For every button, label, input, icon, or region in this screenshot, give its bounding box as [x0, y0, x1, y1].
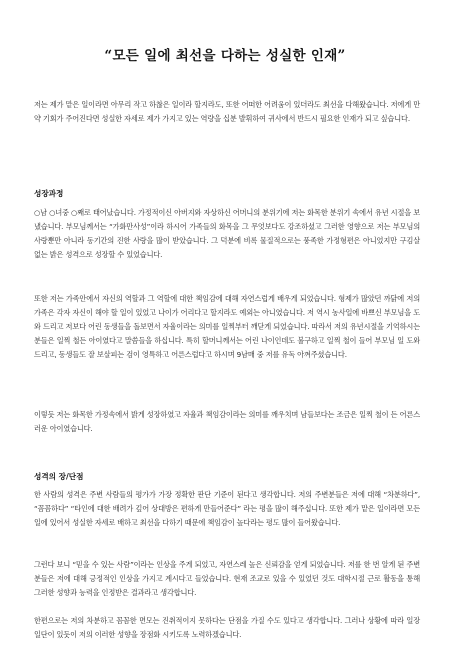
document-title: “모든 일에 최선을 다하는 성실한 인재” [104, 48, 346, 64]
personality-paragraph-1: 한 사람의 성격은 주변 사람들의 평가가 가장 정확한 판단 기준이 된다고 생각합니다. 저의 주변분들은 저에 대해 “차분하다”, “꼼꼼하다” “타인에 대한 배려가 깊어 상대방은 편하게 만들어준다” 라는 평을 많이 해주십니다. 또한 제가 맡은 일이라면 모든 일에 있어서 성실한 자세로 배하고 최선을 다하기 때문에 책임감이 높다라는 평도 많이 들어왔습니다. [34, 490, 420, 527]
growth-paragraph-3: 이렇듯 저는 화목한 가정속에서 밝게 성장하였고 자율과 책임감이라는 의미를 깨우치며 남들보다는 조금은 일찍 철이 든 어른스러운 아이였습니다. [34, 410, 420, 433]
personality-paragraph-3: 한편으로는 저의 차분하고 꼼꼼한 면모는 진취적이지 못하다는 단점을 가질 수도 있다고 생각합니다. 그러나 상황에 따라 일장일단이 있듯이 저의 이러한 성향을 장점화 시키도록 노력하겠습니다. [34, 616, 420, 639]
growth-paragraph-2: 또한 저는 가족안에서 자신의 역할과 그 역할에 대한 책임감에 대해 자연스럽게 배우게 되었습니다. 형제가 많았던 까닭에 저의 가족은 각자 자신이 해야 할 일이 있었고 나이가 어리다고 할지라도 예외는 아니였습니다. 저 역시 농사일에 바쁘신 부모님을 도와 드리고 저보다 어린 동생들을 돌보면서 자율이라는 의미를 일찍부터 깨닫게 되었습니다. 따라서 저의 유년시절을 기억하시는 분들은 일찍 철든 아이였다고 말씀들을 하십니다. 특히 할머니께서는 어린 나이인데도 불구하고 일찍 철이 들어 부모님 일 도와 드리고, 동생들도 잘 보살피는 검이 영특하고 어른스럽다고 하시며 9남매 중 저를 유독 아껴주셨습니다. [34, 294, 420, 359]
section-heading-personality: 성격의 장/단점 [34, 472, 84, 481]
growth-paragraph-1: ○남 ○녀중 ○째로 태어났습니다. 가정적이신 아버지와 자상하신 어머니의 분위기에 저는 화목한 분위기 속에서 유년 시절을 보냈습니다. 부모님께서는 “가화만사성”이라 하시어 가족들의 화목을 그 무엇보다도 강조하셨고 그러한 영향으로 저는 부모님의 사랑뿐만 아니라 동기간의 진한 사랑을 많이 받았습니다. 그 덕분에 비록 물질적으로는 풍족한 가정형편은 아니었지만 구김살 없는 밝은 성격으로 성장할 수 있었습니다. [34, 208, 420, 259]
section-heading-growth: 성장과정 [34, 189, 64, 198]
intro-paragraph: 저는 제가 맡은 일이라면 아무리 작고 하찮은 일이라 할지라도, 또한 어떠한 어려움이 있더라도 최선을 다해왔습니다. 저에게 만약 기회가 주어진다면 성실한 자세로 제가 가지고 있는 역량을 십분 발휘하여 귀사에서 반드시 필요한 인재가 되고 싶습니다. [34, 100, 420, 123]
personality-paragraph-2: 그런다 보니 “믿을 수 있는 사람”이라는 인상을 주게 되었고, 자연스레 높은 신뢰감을 얻게 되었습니다. 저를 한 번 알게 된 주변 분들은 저에 대해 긍정적인 인상을 가지고 계시다고 들었습니다. 현재 조교로 있을 수 있었던 것도 대학시절 근로 활동을 통해 그러한 성향과 능력을 인정받은 결과라고 생각합니다. [34, 560, 420, 597]
